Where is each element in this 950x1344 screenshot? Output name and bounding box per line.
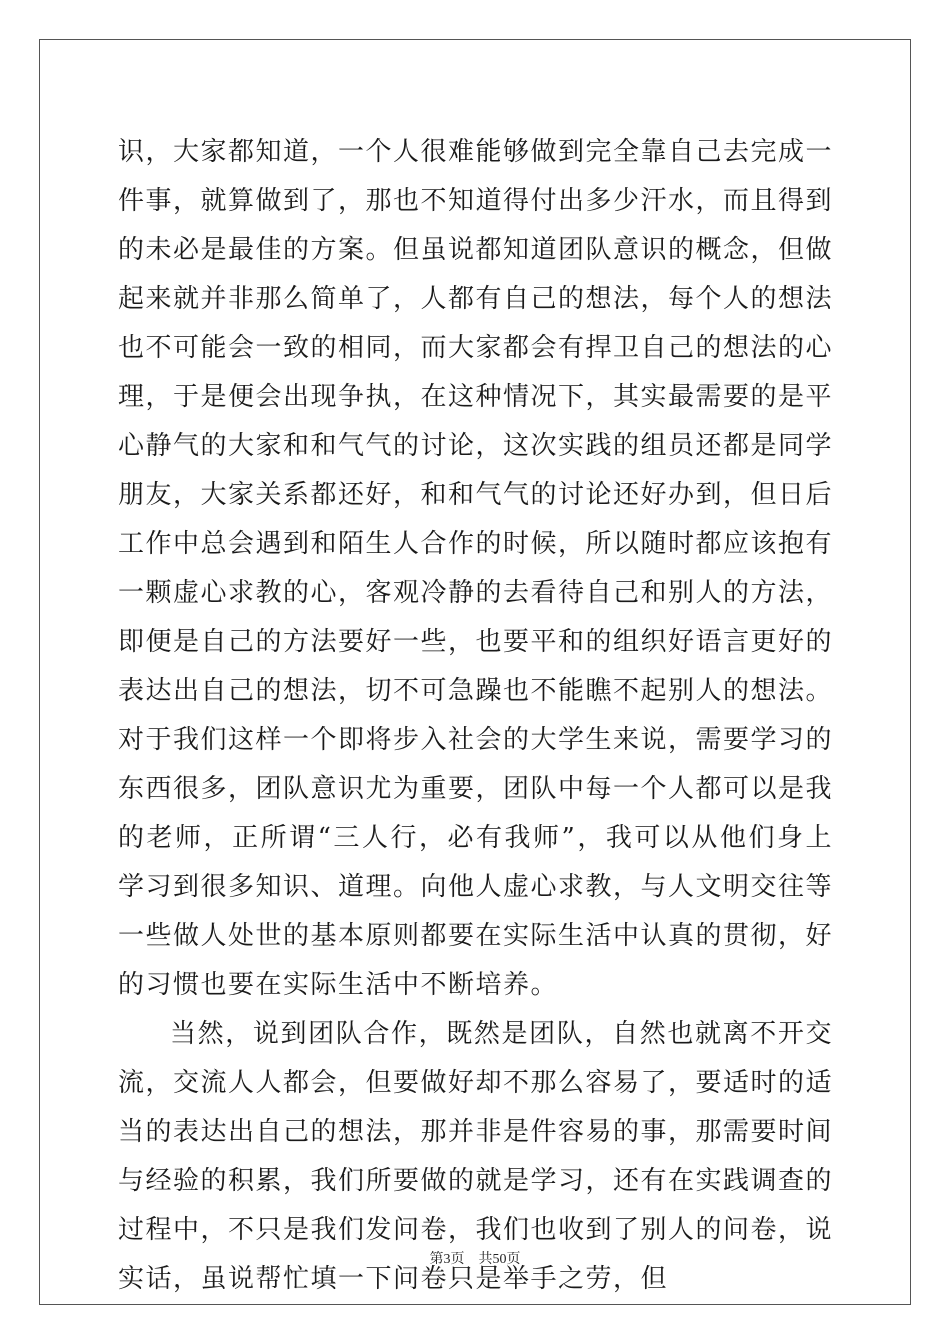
total-page-count: 共50页 xyxy=(478,1252,521,1267)
page-footer xyxy=(0,1248,950,1268)
paragraph: 当然，说到团队合作，既然是团队，自然也就离不开交流，交流人人都会，但要做好却不那么容易了，要适时的适当的表达出自己的想法，那并非是件容易的事，那需要时间与经验的积累，我们所要做的就是学习，还有在实践调查的过程中，不只是我们发问卷，我们也收到了别人的问卷，说实话，虽说帮忙填一下问卷只是举手之劳，但 xyxy=(118,1019,834,1294)
current-page-number: 第3页 xyxy=(429,1252,465,1267)
document-body xyxy=(118,128,833,1304)
paragraph-continued: 识，大家都知道，一个人很难能够做到完全靠自己去完成一件事，就算做到了，那也不知道得付出多少汗水，而且得到的未必是最佳的方案。但虽说都知道团队意识的概念，但做起来就并非那么简单了，人都有自己的想法，每个人的想法也不可能会一致的相同，而大家都会有捍卫自己的想法的心理，于是便会出现争执，在这种情况下，其实最需要的是平心静气的大家和和气气的讨论，这次实践的组员还都是同学朋友，大家关系都还好，和和气气的讨论还好办到，但日后工作中总会遇到和陌生人合作的时候，所以随时都应该抱有一颗虚心求教的心，客观冷静的去看待自己和别人的方法，即便是自己的方法要好一些，也要平和的组织好语言更好的表达出自己的想法，切不可急躁也不能瞧不起别人的想法。对于我们这样一个即将步入社会的大学生来说，需要学习的东西很多，团队意识尤为重要，团队中每一个人都可以是我的老师，正所谓“三人行，必有我师”，我可以从他们身上学习到很多知识、道理。向他人虚心求教，与人文明交往等一些做人处世的基本原则都要在实际生活中认真的贯彻，好的习惯也要在实际生活中不断培养。 xyxy=(118,137,834,1000)
